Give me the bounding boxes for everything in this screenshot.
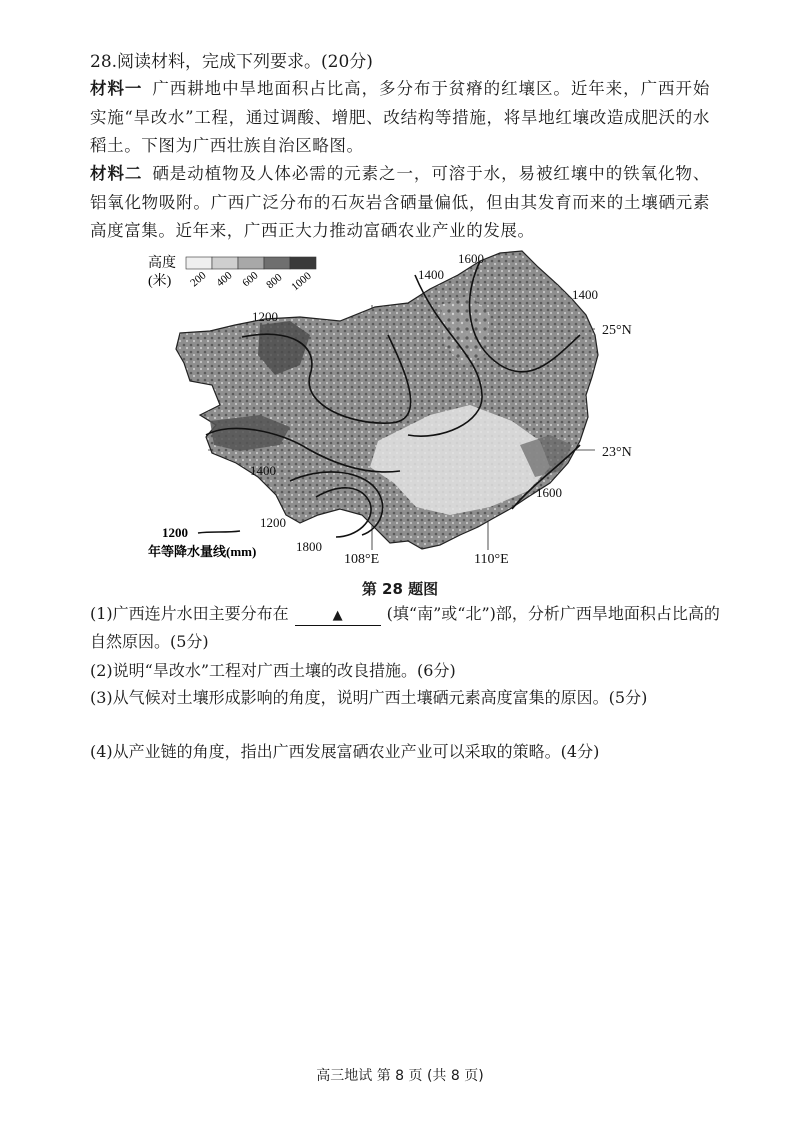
legend-swatch — [238, 257, 264, 269]
isohyet-label: 1400 — [418, 267, 444, 282]
isohyet-label: 1400 — [250, 463, 276, 478]
material-two-label: 材料二 — [90, 164, 143, 183]
legend-title-line1: 高度 — [148, 256, 176, 271]
guangxi-outline — [176, 251, 598, 549]
question-1-before: (1)广西连片水田主要分布在 — [90, 604, 289, 623]
isohyet-label: 1200 — [260, 515, 286, 530]
legend-swatch — [290, 257, 316, 269]
legend-value: 1000 — [289, 269, 314, 294]
longitude-label: 108°E — [344, 552, 380, 567]
legend-value: 400 — [214, 269, 235, 290]
rainfall-legend — [148, 525, 256, 559]
isohyet-label: 1600 — [458, 251, 484, 266]
isohyet-label: 1800 — [296, 539, 322, 554]
question-title: 28.阅读材料，完成下列要求。(20分) — [90, 52, 373, 72]
figure-caption: 第 28 题图 — [361, 580, 439, 598]
material-one-label: 材料一 — [90, 79, 143, 98]
isohyet-label: 1600 — [536, 485, 562, 500]
question-1 — [90, 600, 720, 656]
legend-swatch — [264, 257, 290, 269]
answer-blank[interactable]: ▲ — [295, 607, 381, 626]
elevation-legend — [148, 254, 316, 293]
material-one — [90, 75, 710, 161]
legend-value: 800 — [264, 271, 285, 292]
rain-legend-value: 1200 — [162, 525, 188, 540]
rain-legend-text: 年等降水量线(mm) — [148, 544, 257, 559]
material-two — [90, 160, 710, 246]
legend-value: 600 — [240, 269, 261, 290]
material-one-text: 广西耕地中旱地面积占比高，多分布于贫瘠的红壤区。近年来，广西开始实施“旱改水”工程，通过调酸、增肥、改结构等措施，将旱地红壤改造成肥沃的水稻土。下图为广西壮族自治区略图。 — [90, 79, 710, 155]
page-footer: 高三地试 第 8 页 (共 8 页) — [316, 1068, 484, 1084]
legend-value: 200 — [188, 269, 209, 290]
latitude-label: 23°N — [602, 445, 632, 460]
legend-swatch — [186, 257, 212, 269]
material-two-text: 硒是动植物及人体必需的元素之一，可溶于水，易被红壤中的铁氧化物、铝氧化物吸附。广西广泛分布的石灰岩含硒量偏低，但由其发育而来的土壤硒元素高度富集。近年来，广西正大力推动富硒农业产业的发展。 — [90, 164, 710, 240]
question-4: (4)从产业链的角度，指出广西发展富硒农业产业可以采取的策略。(4分) — [90, 742, 600, 761]
legend-title-line2: (米) — [148, 274, 172, 289]
isohyet-label: 1400 — [572, 287, 598, 302]
latitude-label: 25°N — [602, 323, 632, 338]
question-1-after: (填“南”或“北”)部，分析广西旱地面积占比高的自然原因。(5分) — [90, 604, 720, 651]
guangxi-map — [140, 245, 660, 575]
isohyet-label: 1200 — [252, 309, 278, 324]
question-3: (3)从气候对土壤形成影响的角度，说明广西土壤硒元素高度富集的原因。(5分) — [90, 688, 648, 707]
legend-swatch — [212, 257, 238, 269]
question-2: (2)说明“旱改水”工程对广西土壤的改良措施。(6分) — [90, 661, 456, 680]
rain-legend-line — [198, 531, 240, 533]
longitude-label: 110°E — [474, 552, 509, 567]
